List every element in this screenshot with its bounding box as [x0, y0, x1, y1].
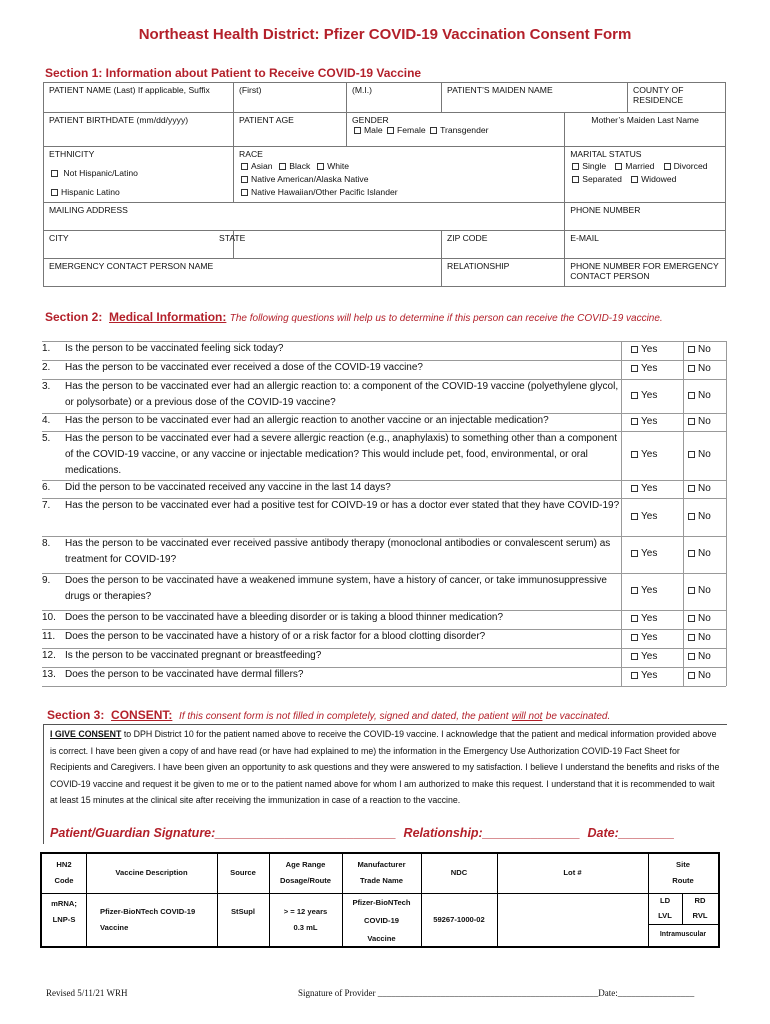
no-checkbox[interactable] — [688, 513, 695, 520]
marital-widowed-label: Widowed — [641, 174, 677, 184]
answer-no[interactable] — [686, 546, 726, 562]
question-row — [42, 648, 726, 667]
header-code-text: Code — [54, 876, 74, 885]
no-checkbox[interactable] — [688, 672, 695, 679]
yes-label: Yes — [641, 416, 658, 427]
question-text: Has the person to be vaccinated ever received passive antibody therapy (monoclonal antibodies or convalescent serum) as treatment for COVID-19? — [65, 538, 611, 565]
yes-checkbox[interactable] — [631, 653, 638, 660]
city-label: CITY — [49, 233, 69, 243]
marital-divorced-label: Divorced — [673, 161, 708, 171]
question-text: Is the person to be vaccinated pregnant or breastfeeding? — [65, 650, 322, 661]
yes-label: Yes — [641, 344, 658, 355]
yes-label: Yes — [641, 363, 658, 374]
cell-manufacturer-2: COVID-19 — [363, 916, 400, 925]
answer-no[interactable] — [686, 361, 726, 377]
emergency-phone-label: PHONE NUMBER FOR EMERGENCY CONTACT PERSON — [570, 261, 719, 281]
hispanic-checkbox[interactable] — [51, 189, 58, 196]
answer-no[interactable] — [686, 342, 726, 358]
answer-no[interactable] — [686, 509, 726, 525]
emergency-phone-field[interactable] — [565, 259, 726, 287]
no-label: No — [698, 449, 711, 460]
question-text: Has the person to be vaccinated ever had a positive test for COIVD-19 or has a doctor ever stated that they have COVID-19? — [65, 500, 620, 511]
yes-label: Yes — [641, 670, 658, 681]
answer-yes[interactable] — [629, 342, 681, 358]
answer-no[interactable] — [686, 388, 726, 404]
no-checkbox[interactable] — [688, 587, 695, 594]
race-white-label: White — [327, 161, 350, 171]
yes-checkbox[interactable] — [631, 513, 638, 520]
question-row — [42, 573, 726, 610]
no-label: No — [698, 416, 711, 427]
yes-checkbox[interactable] — [631, 550, 638, 557]
phone-field[interactable] — [565, 203, 726, 231]
yes-label: Yes — [641, 613, 658, 624]
yes-label: Yes — [641, 511, 658, 522]
section2-heading-number: Section 2: — [45, 310, 103, 324]
section3-heading-number: Section 3: — [47, 708, 105, 722]
header-vaccine-description: Vaccine Description — [115, 868, 188, 877]
cell-description — [86, 904, 217, 936]
question-text: Has the person to be vaccinated ever received a dose of the COVID-19 vaccine? — [65, 362, 423, 373]
question-row — [42, 413, 726, 431]
answer-no[interactable] — [686, 481, 726, 497]
no-checkbox[interactable] — [688, 485, 695, 492]
question-text: Does the person to be vaccinated have a weakened immune system, have a history of cancer, or take immunosuppressive drugs or therapies? — [65, 575, 607, 602]
race-black-label: Black — [289, 161, 311, 171]
answer-yes[interactable] — [629, 546, 681, 562]
no-checkbox[interactable] — [688, 451, 695, 458]
race-label: RACE — [239, 149, 263, 159]
marital-divorced-checkbox[interactable] — [664, 163, 671, 170]
no-label: No — [698, 585, 711, 596]
cell-manufacturer — [342, 894, 421, 948]
yes-label: Yes — [641, 390, 658, 401]
header-age-text: Age Range — [285, 860, 326, 869]
header-source: Source — [230, 868, 256, 877]
answer-no[interactable] — [686, 668, 726, 684]
state-field[interactable] — [219, 231, 442, 259]
cell-code-2: LNP-S — [52, 915, 76, 924]
site-rd[interactable]: RD — [694, 896, 706, 905]
birthdate-label: PATIENT BIRTHDATE (mm/dd/yyyy) — [49, 115, 189, 125]
gender-female-label: Female — [397, 125, 426, 135]
marital-separated-checkbox[interactable] — [572, 176, 579, 183]
maiden-name-field[interactable] — [442, 83, 628, 113]
cell-source: StSupl — [230, 907, 256, 916]
marital-single-label: Single — [582, 161, 607, 171]
question-number: 10. — [42, 612, 56, 623]
gender-transgender-label: Transgender — [440, 125, 489, 135]
yes-checkbox[interactable] — [631, 418, 638, 425]
middle-initial-label: (M.I.) — [352, 85, 373, 95]
race-white-checkbox[interactable] — [317, 163, 324, 170]
question-number: 2. — [42, 362, 51, 373]
marital-status-field — [565, 147, 726, 203]
patient-info-table — [43, 82, 726, 287]
yes-label: Yes — [641, 548, 658, 559]
header-trade-text: Trade Name — [359, 876, 404, 885]
marital-separated-label: Separated — [582, 174, 622, 184]
yes-checkbox[interactable] — [631, 485, 638, 492]
answer-yes[interactable] — [629, 630, 681, 646]
question-text: Does the person to be vaccinated have a history of or a risk factor for a blood clotting disorder? — [65, 631, 486, 642]
consent-statement — [50, 726, 720, 809]
header-ndc: NDC — [450, 868, 468, 877]
no-label: No — [698, 632, 711, 643]
question-divider — [42, 686, 726, 687]
answer-yes[interactable] — [629, 611, 681, 627]
no-label: No — [698, 483, 711, 494]
middle-initial-field[interactable] — [347, 83, 442, 113]
state-label: STATE — [219, 233, 246, 243]
first-name-label: (First) — [239, 85, 262, 95]
consent-body: to DPH District 10 for the patient named above to receive the COVID-19 vaccine. I acknowledge that the patient and medical information provided above is correct. I have been given a copy of and have read (or have had explained to me) the information in the Emergency Use Authorization COVID-19 Fact Sheet for Recipients and Caregivers. I have been given an opportunity to ask questions and they were answered to my satisfaction. I believe I understand the benefits and risks of the COVID-19 vaccine and request it be given to me or to the patient named above for whom I am authorized to make this request. I understand that it is recommended to wait at least 15 minutes at the clinical site after receiving the immunization in case of a reaction to the vaccine. — [50, 729, 720, 805]
gender-transgender-checkbox[interactable] — [430, 127, 437, 134]
question-row — [42, 536, 726, 573]
race-black-checkbox[interactable] — [279, 163, 286, 170]
email-label: E-MAIL — [570, 233, 599, 243]
yes-checkbox[interactable] — [631, 672, 638, 679]
question-row — [42, 379, 726, 413]
no-checkbox[interactable] — [688, 653, 695, 660]
relationship-signature-field[interactable]: Relationship:______________ — [403, 826, 581, 840]
question-column-divider — [726, 341, 727, 686]
answer-yes[interactable] — [629, 509, 681, 525]
site-lvl[interactable]: LVL — [658, 911, 672, 920]
question-text: Does the person to be vaccinated have dermal fillers? — [65, 669, 304, 680]
no-checkbox[interactable] — [688, 392, 695, 399]
answer-no[interactable] — [686, 630, 726, 646]
section3-heading — [47, 708, 610, 722]
answer-yes[interactable] — [629, 481, 681, 497]
marital-married-checkbox[interactable] — [615, 163, 622, 170]
section3-note: If this consent form is not filled in completely, signed and dated, the patient — [179, 711, 509, 722]
yes-checkbox[interactable] — [631, 365, 638, 372]
first-name-field[interactable] — [234, 83, 347, 113]
question-text: Did the person to be vaccinated received any vaccine in the last 14 days? — [65, 482, 391, 493]
section3-note-emphasis: will not — [511, 711, 543, 722]
no-label: No — [698, 390, 711, 401]
not-hispanic-checkbox[interactable] — [51, 170, 58, 177]
question-number: 8. — [42, 538, 51, 549]
yes-label: Yes — [641, 585, 658, 596]
answer-yes[interactable] — [629, 361, 681, 377]
provider-signature-line[interactable]: Signature of Provider _________________________________________________Date:_________________ — [298, 988, 695, 998]
question-row — [42, 360, 726, 379]
question-row — [42, 629, 726, 648]
no-checkbox[interactable] — [688, 365, 695, 372]
yes-label: Yes — [641, 632, 658, 643]
no-checkbox[interactable] — [688, 418, 695, 425]
no-label: No — [698, 511, 711, 522]
question-number: 6. — [42, 482, 51, 493]
answer-yes[interactable] — [629, 583, 681, 599]
cell-manufacturer-1: Pfizer-BioNTech — [352, 898, 411, 907]
answer-no[interactable] — [686, 649, 726, 665]
header-manufacturer-text: Manufacturer — [357, 860, 406, 869]
question-row — [42, 431, 726, 480]
no-label: No — [698, 363, 711, 374]
mailing-address-field[interactable] — [44, 203, 565, 231]
answer-no[interactable] — [686, 447, 726, 463]
question-text: Has the person to be vaccinated ever had a severe allergic reaction (e.g., anaphylaxis) to something other than a component of the COVID-19 vaccine, or any vaccine or injectable medication? This would include pet, food, environmental, or oral medications. — [65, 433, 617, 476]
question-number: 7. — [42, 500, 51, 511]
cell-dose: 0.3 mL — [293, 923, 318, 932]
cell-code — [42, 896, 86, 928]
answer-no[interactable] — [686, 583, 726, 599]
relationship-label: RELATIONSHIP — [447, 261, 510, 271]
birthdate-field[interactable] — [44, 113, 234, 147]
no-label: No — [698, 613, 711, 624]
section1-heading: Section 1: Information about Patient to Receive COVID-19 Vaccine — [45, 66, 422, 80]
section2-heading — [45, 309, 725, 327]
header-manufacturer — [342, 857, 421, 889]
no-checkbox[interactable] — [688, 550, 695, 557]
header-hn2 — [42, 857, 86, 889]
header-hn2-text: HN2 — [56, 860, 72, 869]
question-number: 11. — [42, 631, 56, 642]
answer-yes[interactable] — [629, 414, 681, 430]
mother-maiden-label: Mother’s Maiden Last Name — [591, 115, 699, 125]
yes-checkbox[interactable] — [631, 392, 638, 399]
header-dosage-text: Dosage/Route — [279, 876, 332, 885]
no-label: No — [698, 651, 711, 662]
gender-male-label: Male — [364, 125, 383, 135]
question-number: 1. — [42, 343, 51, 354]
race-pacific-islander-label: Native Hawaiian/Other Pacific Islander — [251, 187, 398, 197]
no-label: No — [698, 548, 711, 559]
cell-description-2: Vaccine — [100, 923, 129, 932]
header-age-range — [269, 857, 342, 889]
question-number: 13. — [42, 669, 56, 680]
age-label: PATIENT AGE — [239, 115, 294, 125]
marital-married-label: Married — [625, 161, 655, 171]
answer-yes[interactable] — [629, 388, 681, 404]
emergency-contact-field[interactable] — [44, 259, 442, 287]
no-checkbox[interactable] — [688, 346, 695, 353]
ethnicity-label: ETHNICITY — [49, 149, 95, 159]
lot-number-field[interactable] — [497, 894, 648, 946]
answer-yes[interactable] — [629, 447, 681, 463]
question-row — [42, 341, 726, 360]
race-field — [234, 147, 565, 203]
question-text: Does the person to be vaccinated have a bleeding disorder or is taking a blood thinner medication? — [65, 612, 504, 623]
answer-yes[interactable] — [629, 649, 681, 665]
ethnicity-field — [44, 147, 234, 203]
marital-widowed-checkbox[interactable] — [631, 176, 638, 183]
no-label: No — [698, 670, 711, 681]
section2-note: The following questions will help us to determine if this person can receive the COVID-19 vaccine. — [229, 313, 663, 324]
question-row — [42, 667, 726, 686]
signature-date-field[interactable]: Date:________ — [587, 826, 675, 840]
revision-note: Revised 5/11/21 WRH — [46, 988, 128, 998]
mailing-address-label: MAILING ADDRESS — [49, 205, 128, 215]
gender-male-checkbox[interactable] — [354, 127, 361, 134]
route-intramuscular: Intramuscular — [659, 931, 707, 938]
question-number: 9. — [42, 575, 51, 586]
emergency-contact-label: EMERGENCY CONTACT PERSON NAME — [49, 261, 214, 271]
cell-manufacturer-3: Vaccine — [367, 934, 396, 943]
question-number: 5. — [42, 433, 51, 444]
race-pacific-islander-checkbox[interactable] — [241, 189, 248, 196]
gender-field — [347, 113, 565, 147]
question-text: Has the person to be vaccinated ever had an allergic reaction to another vaccine or an injectable medication? — [65, 415, 549, 426]
no-label: No — [698, 344, 711, 355]
question-column-divider — [683, 341, 684, 686]
gender-female-checkbox[interactable] — [387, 127, 394, 134]
patient-name-field[interactable] — [44, 83, 234, 113]
site-ld[interactable]: LD — [659, 896, 671, 905]
race-asian-label: Asian — [251, 161, 273, 171]
question-number: 3. — [42, 381, 51, 392]
race-asian-checkbox[interactable] — [241, 163, 248, 170]
site-rvl[interactable]: RVL — [692, 911, 708, 920]
patient-signature-field[interactable]: Patient/Guardian Signature:__________________________ — [50, 826, 397, 840]
county-field[interactable] — [628, 83, 726, 113]
yes-checkbox[interactable] — [631, 451, 638, 458]
yes-label: Yes — [641, 651, 658, 662]
zip-label: ZIP CODE — [447, 233, 488, 243]
question-row — [42, 610, 726, 629]
question-text: Has the person to be vaccinated ever had an allergic reaction to: a component of the COVID-19 vaccine (polyethylene glycol, or polysorbate) or a previous dose of the COVID-19 vaccine? — [65, 381, 619, 408]
mother-maiden-field[interactable] — [565, 113, 726, 147]
yes-label: Yes — [641, 483, 658, 494]
cell-description-1: Pfizer-BioNTech COVID-19 — [100, 907, 196, 916]
yes-checkbox[interactable] — [631, 587, 638, 594]
phone-label: PHONE NUMBER — [570, 205, 641, 215]
header-lot: Lot # — [563, 868, 582, 877]
zip-field[interactable] — [442, 231, 565, 259]
answer-no[interactable] — [686, 611, 726, 627]
answer-yes[interactable] — [629, 668, 681, 684]
provider-vaccine-table — [40, 852, 720, 948]
email-field[interactable] — [565, 231, 726, 259]
county-label: COUNTY OF RESIDENCE — [633, 85, 684, 105]
city-field[interactable] — [44, 231, 234, 259]
header-route-text: Route — [672, 876, 694, 885]
hispanic-label: Hispanic Latino — [61, 187, 120, 197]
age-field[interactable] — [234, 113, 347, 147]
not-hispanic-label: Not Hispanic/Latino — [63, 168, 138, 178]
patient-name-label: PATIENT NAME (Last) If applicable, Suffix — [49, 85, 210, 95]
cell-age: > = 12 years — [283, 907, 328, 916]
question-text: Is the person to be vaccinated feeling sick today? — [65, 343, 284, 354]
race-native-american-label: Native American/Alaska Native — [251, 174, 369, 184]
question-row — [42, 480, 726, 498]
gender-label: GENDER — [352, 115, 389, 125]
cell-code-1: mRNA; — [51, 899, 77, 908]
header-site-route — [648, 857, 718, 889]
header-site-text: Site — [676, 860, 690, 869]
cell-age-dose — [269, 904, 342, 936]
relationship-field[interactable] — [442, 259, 565, 287]
section2-heading-title: Medical Information: — [109, 310, 227, 324]
yes-checkbox[interactable] — [631, 346, 638, 353]
no-checkbox[interactable] — [688, 634, 695, 641]
section3-note-end: be vaccinated. — [545, 711, 611, 722]
yes-label: Yes — [641, 449, 658, 460]
consent-lead: I GIVE CONSENT — [50, 729, 122, 739]
cell-ndc: 59267-1000-02 — [433, 915, 485, 924]
signature-line — [50, 826, 720, 840]
question-row — [42, 498, 726, 536]
yes-checkbox[interactable] — [631, 615, 638, 622]
question-divider — [42, 341, 726, 342]
section3-heading-title: CONSENT: — [111, 708, 173, 722]
question-number: 4. — [42, 415, 51, 426]
marital-single-checkbox[interactable] — [572, 163, 579, 170]
marital-status-label: MARITAL STATUS — [570, 149, 642, 159]
race-native-american-checkbox[interactable] — [241, 176, 248, 183]
form-title: Northeast Health District: Pfizer COVID-19 Vaccination Consent Form — [138, 26, 632, 43]
yes-checkbox[interactable] — [631, 634, 638, 641]
maiden-name-label: PATIENT’S MAIDEN NAME — [447, 85, 553, 95]
answer-no[interactable] — [686, 414, 726, 430]
question-column-divider — [621, 341, 622, 686]
question-number: 12. — [42, 650, 56, 661]
no-checkbox[interactable] — [688, 615, 695, 622]
